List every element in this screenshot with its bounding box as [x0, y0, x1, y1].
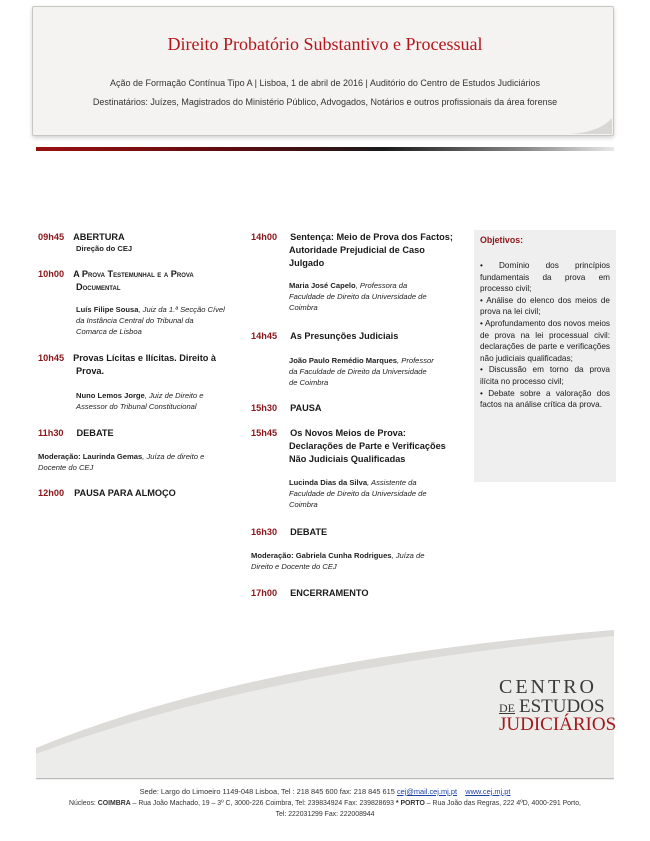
session-title: Os Novos Meios de Prova: [290, 428, 406, 438]
footer-rule [36, 778, 614, 779]
objectives-list [480, 260, 610, 411]
moderator-role: , Juíza de direito e [142, 452, 205, 461]
objectives-heading: Objetivos: [480, 235, 524, 245]
session-title: As Presunções Judiciais [290, 331, 399, 341]
event-subtitle: Ação de Formação Contínua Tipo A | Lisboa, 1 de abril de 2016 | Auditório do Centro de Estudos Judiciários [110, 78, 540, 88]
speaker-role: , Professora da [355, 281, 408, 290]
speaker-role: , Juiz da 1.ª Secção Cível [138, 305, 225, 314]
session-title: ABERTURA [73, 232, 125, 242]
session-title: Provas Lícitas e Ilícitas. Direito à [73, 353, 217, 363]
objective-item: • Domínio dos princípios fundamentais da prova em processo civil; [480, 261, 610, 294]
speaker-role: Coimbra [289, 499, 318, 509]
session-time: 14h00 [251, 232, 278, 242]
logo-line-3: JUDICIÁRIOS [499, 714, 617, 735]
header-card [32, 6, 614, 136]
moderator-role: Docente do CEJ [38, 462, 94, 472]
speaker-role: da Faculdade de Direito da Universidade [289, 366, 427, 376]
porto-text: – Rua João das Regras, 222 4ºD, 4000-291 Porto, [424, 800, 581, 807]
speaker-role: Faculdade de Direito da Universidade de [289, 488, 427, 498]
nucleos-label: Núcleos: [69, 800, 96, 807]
moderator-role: Direito e Docente do CEJ [251, 561, 337, 571]
speaker-role: Comarca de Lisboa [76, 326, 142, 336]
moderator-name: Moderação: Gabriela Cunha Rodrigues [251, 551, 392, 560]
session-title: Sentença: Meio de Prova dos Factos; [290, 232, 453, 242]
session-title: ENCERRAMENTO [290, 588, 369, 598]
session-time: 10h45 [38, 353, 65, 363]
objective-item: • Análise do elenco dos meios de prova na lei civil; [480, 295, 610, 317]
speaker-name: Maria José Capelo [289, 281, 356, 290]
footer-nucleos [0, 800, 650, 807]
objective-item: • Aprofundamento dos novos meios de prova na lei processual civil: declarações de parte e verificações não judiciais qualificadas; [480, 318, 610, 363]
session-time: 11h30 [38, 428, 64, 438]
cej-logo [496, 676, 616, 736]
speaker-role: , Professor [397, 356, 434, 365]
objective-item: • Debate sobre a valoração dos factos na análise crítica da prova. [480, 388, 610, 410]
divider-bar [36, 147, 614, 151]
session-time: 14h45 [251, 331, 278, 341]
speaker-role: de Coimbra [289, 377, 329, 387]
logo-line-2b: ESTUDOS [519, 696, 605, 717]
session-title-cont: Declarações de Parte e Verificações [289, 441, 446, 451]
footer-sede [0, 787, 650, 796]
objectives-panel [474, 230, 616, 482]
session-time: 15h30 [251, 403, 278, 413]
session-title-cont: Prova. [76, 366, 105, 376]
speaker-role: , Assistente da [367, 478, 417, 487]
speaker-name: Lucinda Dias da Silva [289, 478, 368, 487]
speaker-name: Direção do CEJ [76, 244, 133, 253]
objective-item: • Discussão em torno da prova ilícita no processo civil; [480, 365, 610, 386]
session-time: 17h00 [251, 588, 278, 598]
sede-text: Sede: Largo do Limoeiro 1149-048 Lisboa, Tel : 218 845 600 fax: 218 845 615 [139, 787, 395, 796]
website-link[interactable]: www.cej.mj.pt [465, 787, 511, 796]
speaker-name: João Paulo Remédio Marques [289, 356, 398, 365]
email-link[interactable]: cej@mail.cej.mj.pt [396, 787, 458, 796]
session-time: 10h00 [38, 269, 65, 279]
speaker-role: Coimbra [289, 302, 318, 312]
session-title-cont: Documental [76, 282, 121, 292]
session-time: 16h30 [251, 527, 278, 537]
session-title-cont: Não Judiciais Qualificadas [289, 454, 406, 464]
footer-porto-tel: Tel: 222031299 Fax: 222008944 [275, 811, 375, 818]
speaker-name: Luís Filipe Sousa [76, 305, 139, 314]
speaker-name: Nuno Lemos Jorge [76, 391, 145, 400]
moderator-name: Moderação: Laurinda Gemas [38, 452, 143, 461]
document-title: Direito Probatório Substantivo e Processual [167, 34, 483, 54]
session-title-cont: Autoridade Prejudicial de Caso [289, 245, 425, 255]
coimbra-label: COIMBRA [97, 800, 131, 807]
session-title: PAUSA [290, 403, 322, 413]
coimbra-text: – Rua João Machado, 19 – 3º C, 3000-226 Coimbra, Tel: 239834924 Fax: 239828693 [130, 800, 394, 807]
session-title: DEBATE [76, 428, 114, 438]
session-title: DEBATE [290, 527, 328, 537]
porto-label: * PORTO [393, 800, 425, 807]
session-title-cont: Julgado [289, 258, 325, 268]
moderator-role: , Juíza de [391, 551, 425, 560]
session-title: A Prova Testemunhal e a Prova [73, 269, 194, 279]
session-time: 09h45 [38, 232, 65, 242]
logo-line-2a: DE [499, 701, 515, 715]
audience-line: Destinatários: Juízes, Magistrados do Ministério Público, Advogados, Notários e outros profissionais da área forense [92, 97, 558, 107]
session-title: PAUSA PARA ALMOÇO [74, 488, 176, 498]
logo-line-1: CENTRO [499, 676, 597, 698]
speaker-role: Assessor do Tribunal Constitucional [76, 401, 197, 411]
speaker-role: da Instância Central do Tribunal da [76, 315, 194, 325]
page-curl [560, 0, 620, 135]
session-time: 12h00 [38, 488, 65, 498]
session-time: 15h45 [251, 428, 278, 438]
speaker-role: Faculdade de Direito da Universidade de [289, 291, 427, 301]
speaker-role: , Juiz de Direito e [144, 391, 204, 400]
